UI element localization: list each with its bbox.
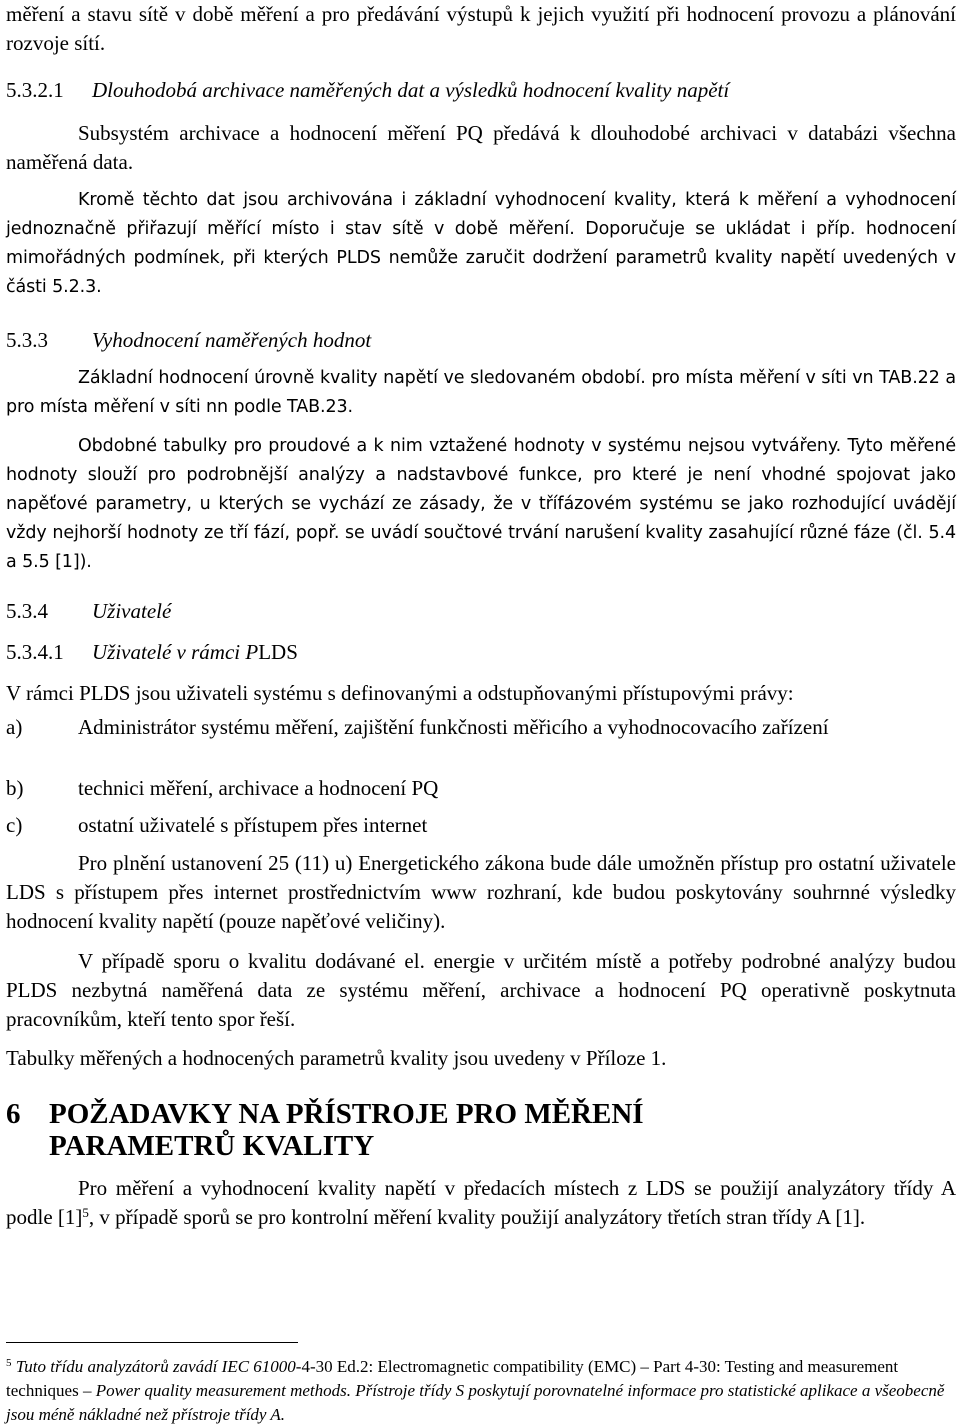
list-item xyxy=(6,713,956,742)
current-tables-paragraph: Obdobné tabulky pro proudové a k nim vztažené hodnoty v systému nejsou vytvářeny. Tyto měřené hodnoty slouží pro podrobnější analýzy a nadstavbové funkce, pro které je není vhodné spojovat jako napěťové parametry, u kterých se vychází ze zásady, že v třífázovém systému se jako rozhodující uvádějí vždy nejhorší hodnoty ze tří fází, popř. se uvádí součtové trvání narušení kvality zasahující různé fáze (čl. 5.4 a 5.5 [1]). xyxy=(6,436,956,572)
chapter-number: 6 xyxy=(6,1098,21,1130)
list-text: ostatní uživatelé s přístupem přes internet xyxy=(78,813,428,837)
footnote-plain: -4-30 Ed.2: Electromagnetic compatibility (EMC) – Part 4-30: Testing and measurement techniques – xyxy=(6,1357,899,1400)
chapter-title: POŽADAVKY NA PŘÍSTROJE PRO MĚŘENÍ PARAMETRŮ KVALITY xyxy=(49,1098,644,1162)
appendix-paragraph: Tabulky měřených a hodnocených parametrů kvality jsou uvedeny v Příloze 1. xyxy=(6,1046,667,1070)
analyzer-text-start: Pro měření a vyhodnocení kvality napětí v předacích místech z LDS se použijí analyzátory třídy A podle [1] xyxy=(6,1176,956,1229)
list-text: technici měření, archivace a hodnocení PQ xyxy=(78,776,439,800)
section-title: Vyhodnocení naměřených hodnot xyxy=(92,328,372,352)
section-title-italic: Uživatelé v rámci P xyxy=(92,640,259,664)
section-heading-5-3-2-1 xyxy=(6,76,956,105)
section-heading-5-3-3 xyxy=(6,326,956,355)
public-access-paragraph: Pro plnění ustanovení 25 (11) u) Energetického zákona bude dále umožněn přístup pro ostatní uživatele LDS s přístupem přes internet prostřednictvím www rozhraní, kde budou poskytovány souhrnné výsledky hodnocení kvality napětí (pouze napěťové veličiny). xyxy=(6,851,956,933)
analyzer-text-end: , v případě sporů se pro kontrolní měření kvality použijí analyzátory třetích stran třídy A [1]. xyxy=(88,1205,866,1229)
section-number: 5.3.4 xyxy=(6,599,48,623)
list-label: a) xyxy=(6,715,23,739)
archiving-paragraph: Kromě těchto dat jsou archivována i základní vyhodnocení kvality, která k měření a vyhodnocení jednoznačně přiřazují měřící místo i stav sítě v době měření. Doporučuje se ukládat i příp. hodnocení mimořádných podmínek, při kterých PLDS nemůže zaručit dodržení parametrů kvality napětí uvedených v části 5.2.3. xyxy=(6,190,956,297)
users-intro-paragraph: V rámci PLDS jsou uživateli systému s definovanými a odstupňovanými přístupovými právy: xyxy=(6,681,794,705)
section-heading-5-3-4 xyxy=(6,597,956,626)
intro-paragraph: měření a stavu sítě v době měření a pro předávání výstupů k jejich využití při hodnocení provozu a plánování rozvoje sítí. xyxy=(6,2,956,55)
list-item xyxy=(6,811,956,840)
subsystem-paragraph: Subsystém archivace a hodnocení měření PQ předává k dlouhodobé archivaci v databázi všechna naměřená data. xyxy=(6,121,956,174)
section-title: Uživatelé xyxy=(92,599,172,623)
section-number: 5.3.3 xyxy=(6,328,48,352)
list-text: Administrátor systému měření, zajištění funkčnosti měřicího a vyhodnocovacího zařízení xyxy=(78,715,829,739)
dispute-paragraph: V případě sporu o kvalitu dodávané el. energie v určitém místě a potřeby podrobné analýzy budou PLDS nezbytná naměřená data ze systému měření, archivace a hodnocení PQ operativně poskytnuta pracovníkům, kteří tento spor řeší. xyxy=(6,949,956,1031)
footnote-italic-end: Power quality measurement methods. Přístroje třídy S poskytují porovnatelné informace pro statistické aplikace a všeobecně jsou méně nákladné než přístroje třídy A. xyxy=(6,1381,945,1424)
footnote-italic-start: Tuto třídu analyzátorů zavádí IEC 61000 xyxy=(15,1357,296,1376)
section-number: 5.3.4.1 xyxy=(6,640,64,664)
section-heading-5-3-4-1 xyxy=(6,638,956,667)
footnote-mark: 5 xyxy=(6,1357,12,1369)
analyzer-paragraph xyxy=(6,1174,956,1232)
footnote-separator xyxy=(6,1342,298,1343)
list-label: c) xyxy=(6,813,23,837)
list-label: b) xyxy=(6,776,24,800)
section-title: Dlouhodobá archivace naměřených dat a výsledků hodnocení kvality napětí xyxy=(92,78,730,102)
section-number: 5.3.2.1 xyxy=(6,78,64,102)
section-title-rest: LDS xyxy=(258,640,298,664)
footnote-reference[interactable]: 5 xyxy=(82,1205,89,1220)
list-item xyxy=(6,774,956,803)
chapter-heading-6 xyxy=(6,1098,826,1162)
footnote xyxy=(6,1355,956,1427)
evaluation-paragraph: Základní hodnocení úrovně kvality napětí ve sledovaném období. pro místa měření v síti vn TAB.22 a pro místa měření v síti nn podle TAB.23. xyxy=(6,368,956,417)
